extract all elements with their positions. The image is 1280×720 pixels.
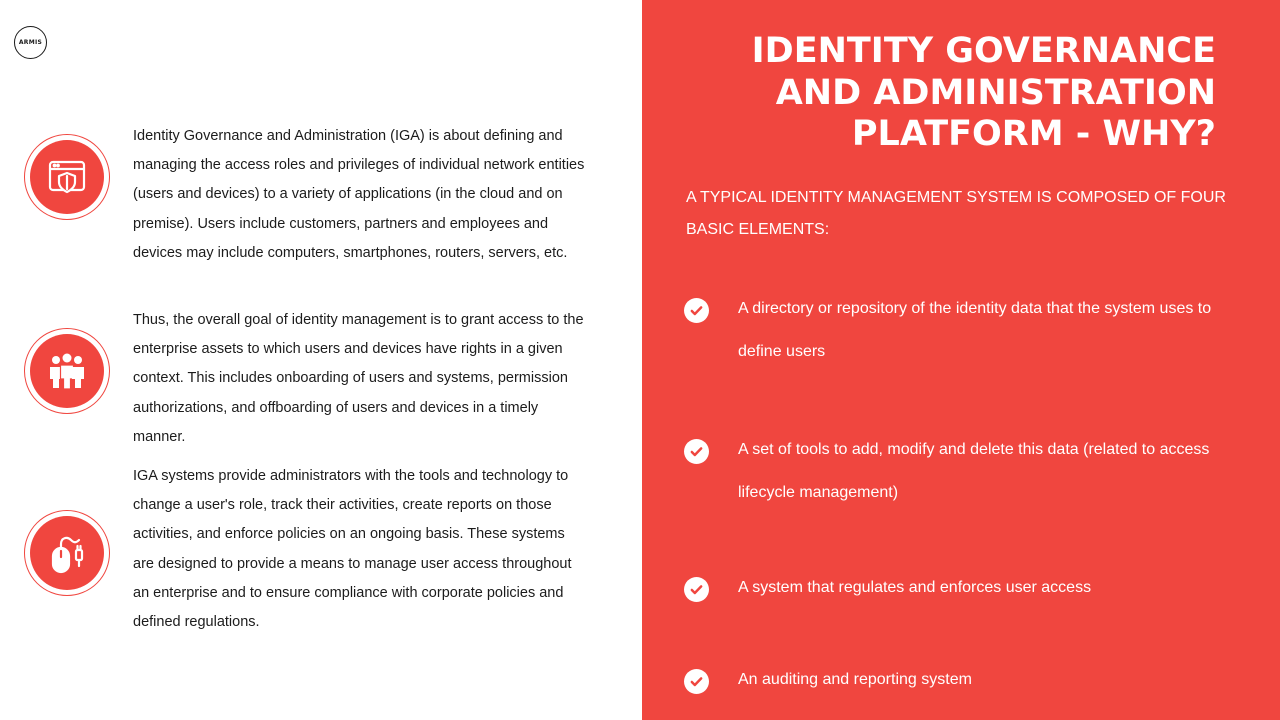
paragraph-iga-systems: IGA systems provide administrators with the tools and technology to change a user's role, track their activities, create reports on those activities, and enforce policies on an ongoing basis. These systems are designed to provide a means to manage user access throughout an enterprise and to ensure compliance with corporate policies and defined regulations. — [133, 468, 572, 631]
list-item — [684, 438, 1244, 514]
slide-title: IDENTITY GOVERNANCE AND ADMINISTRATION PLATFORM - WHY? — [751, 31, 1216, 154]
list-item — [684, 297, 1244, 373]
list-item-text: An auditing and reporting system — [738, 671, 972, 688]
paragraph-identity-goal: Thus, the overall goal of identity management is to grant access to the enterprise assets to which users and devices have rights in a given context. This includes onboarding of users and systems, permission authorizations, and offboarding of users and devices in a timely manner. — [133, 312, 584, 445]
check-circle-icon — [684, 298, 709, 323]
armis-logo — [14, 26, 47, 59]
check-circle-icon — [684, 669, 709, 694]
browser-shield-icon — [24, 134, 110, 220]
paragraph-iga-definition: Identity Governance and Administration (IGA) is about defining and managing the access roles and privileges of individual network entities (users and devices) to a variety of applications (in the cloud and on premise). Users include customers, partners and employees and devices may include computers, smartphones, routers, servers, etc. — [133, 128, 585, 261]
users-group-icon — [24, 328, 110, 414]
check-circle-icon — [684, 577, 709, 602]
list-item — [684, 576, 1244, 609]
list-item-text: A directory or repository of the identity data that the system uses to define users — [738, 300, 1212, 360]
list-item-text: A system that regulates and enforces user access — [738, 579, 1092, 596]
list-item — [684, 668, 1244, 701]
slide-subtitle: A TYPICAL IDENTITY MANAGEMENT SYSTEM IS COMPOSED OF FOUR BASIC ELEMENTS: — [686, 189, 1226, 238]
check-circle-icon — [684, 439, 709, 464]
logo-text: ARMIS — [18, 39, 43, 46]
list-item-text: A set of tools to add, modify and delete this data (related to access lifecycle management) — [738, 441, 1210, 501]
mouse-cable-icon — [24, 510, 110, 596]
